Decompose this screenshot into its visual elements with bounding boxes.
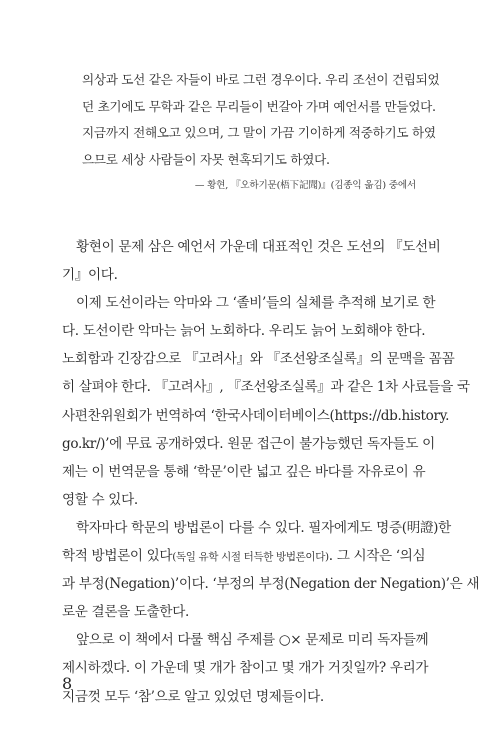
body-line-segment: 학적 방법론이 있다 [62, 548, 173, 565]
body-line: go.kr/)’에 무료 공개하였다. 원문 접근이 불가능했던 독자들도 이 [62, 435, 435, 452]
body-line: 노회함과 긴장감으로 『고려사』와 『조선왕조실록』의 문맥을 꼼꼼 [62, 351, 455, 368]
body-line: 다. 도선이란 악마는 늙어 노회하다. 우리도 늙어 노회해야 한다. [62, 323, 426, 340]
body-line-aside: (독일 유학 시절 터득한 방법론이다) [172, 551, 329, 564]
body-line: 사편찬위원회가 번역하여 ‘한국사데이터베이스(https://db.history. [62, 407, 450, 424]
quote-line: 지금까지 전해오고 있으며, 그 말이 가끔 기이하게 적중하기도 하였 [82, 125, 436, 140]
body-line: 기』이다. [62, 267, 118, 284]
body-line: 히 살펴야 한다. 『고려사』, 『조선왕조실록』과 같은 1차 사료들을 국 [62, 379, 470, 396]
body-line: 학자마다 학문의 방법론이 다를 수 있다. 필자에게도 명증(明證)한 [76, 519, 451, 536]
body-line: 제시하겠다. 이 가운데 몇 개가 참이고 몇 개가 거짓일까? 우리가 [62, 660, 429, 677]
body-line: 영할 수 있다. [62, 491, 138, 508]
quote-line: 으므로 세상 사람들이 자못 현혹되기도 하였다. [82, 151, 330, 167]
quote-line: 의상과 도선 같은 자들이 바로 그런 경우이다. 우리 조선이 건립되었 [82, 72, 440, 87]
body-line: 제는 이 번역문을 통해 ‘학문’이란 넓고 깊은 바다를 자유로이 유 [62, 463, 426, 480]
body-line: 앞으로 이 책에서 다룰 핵심 주제를 ○× 문제로 미리 독자들께 [76, 632, 429, 649]
body-line: 지금껏 모두 ‘참’으로 알고 있었던 명제들이다. [62, 688, 324, 705]
body-line: 이제 도선이라는 악마와 그 ‘졸비’들의 실체를 추적해 보기로 한 [76, 295, 436, 312]
quote-line: 던 초기에도 무학과 같은 무리들이 번갈아 가며 예언서를 만들었다. [82, 98, 436, 114]
quote-source: — 황현, 『오하기문(梧下記聞)』(김종익 옮김) 중에서 [194, 180, 416, 191]
body-line [62, 542, 438, 570]
body-text [62, 233, 480, 711]
body-line: 로운 결론을 도출한다. [62, 604, 189, 621]
epigraph-quote [82, 67, 440, 173]
page-number: 8 [62, 674, 73, 693]
body-line-segment: . 그 시작은 ‘의심 [328, 548, 426, 565]
body-line: 과 부정(Negation)’이다. ‘부정의 부정(Negation der Negation)’은 새 [62, 576, 480, 593]
body-line: 황현이 문제 삼은 예언서 가운데 대표적인 것은 도선의 『도선비 [76, 239, 441, 255]
